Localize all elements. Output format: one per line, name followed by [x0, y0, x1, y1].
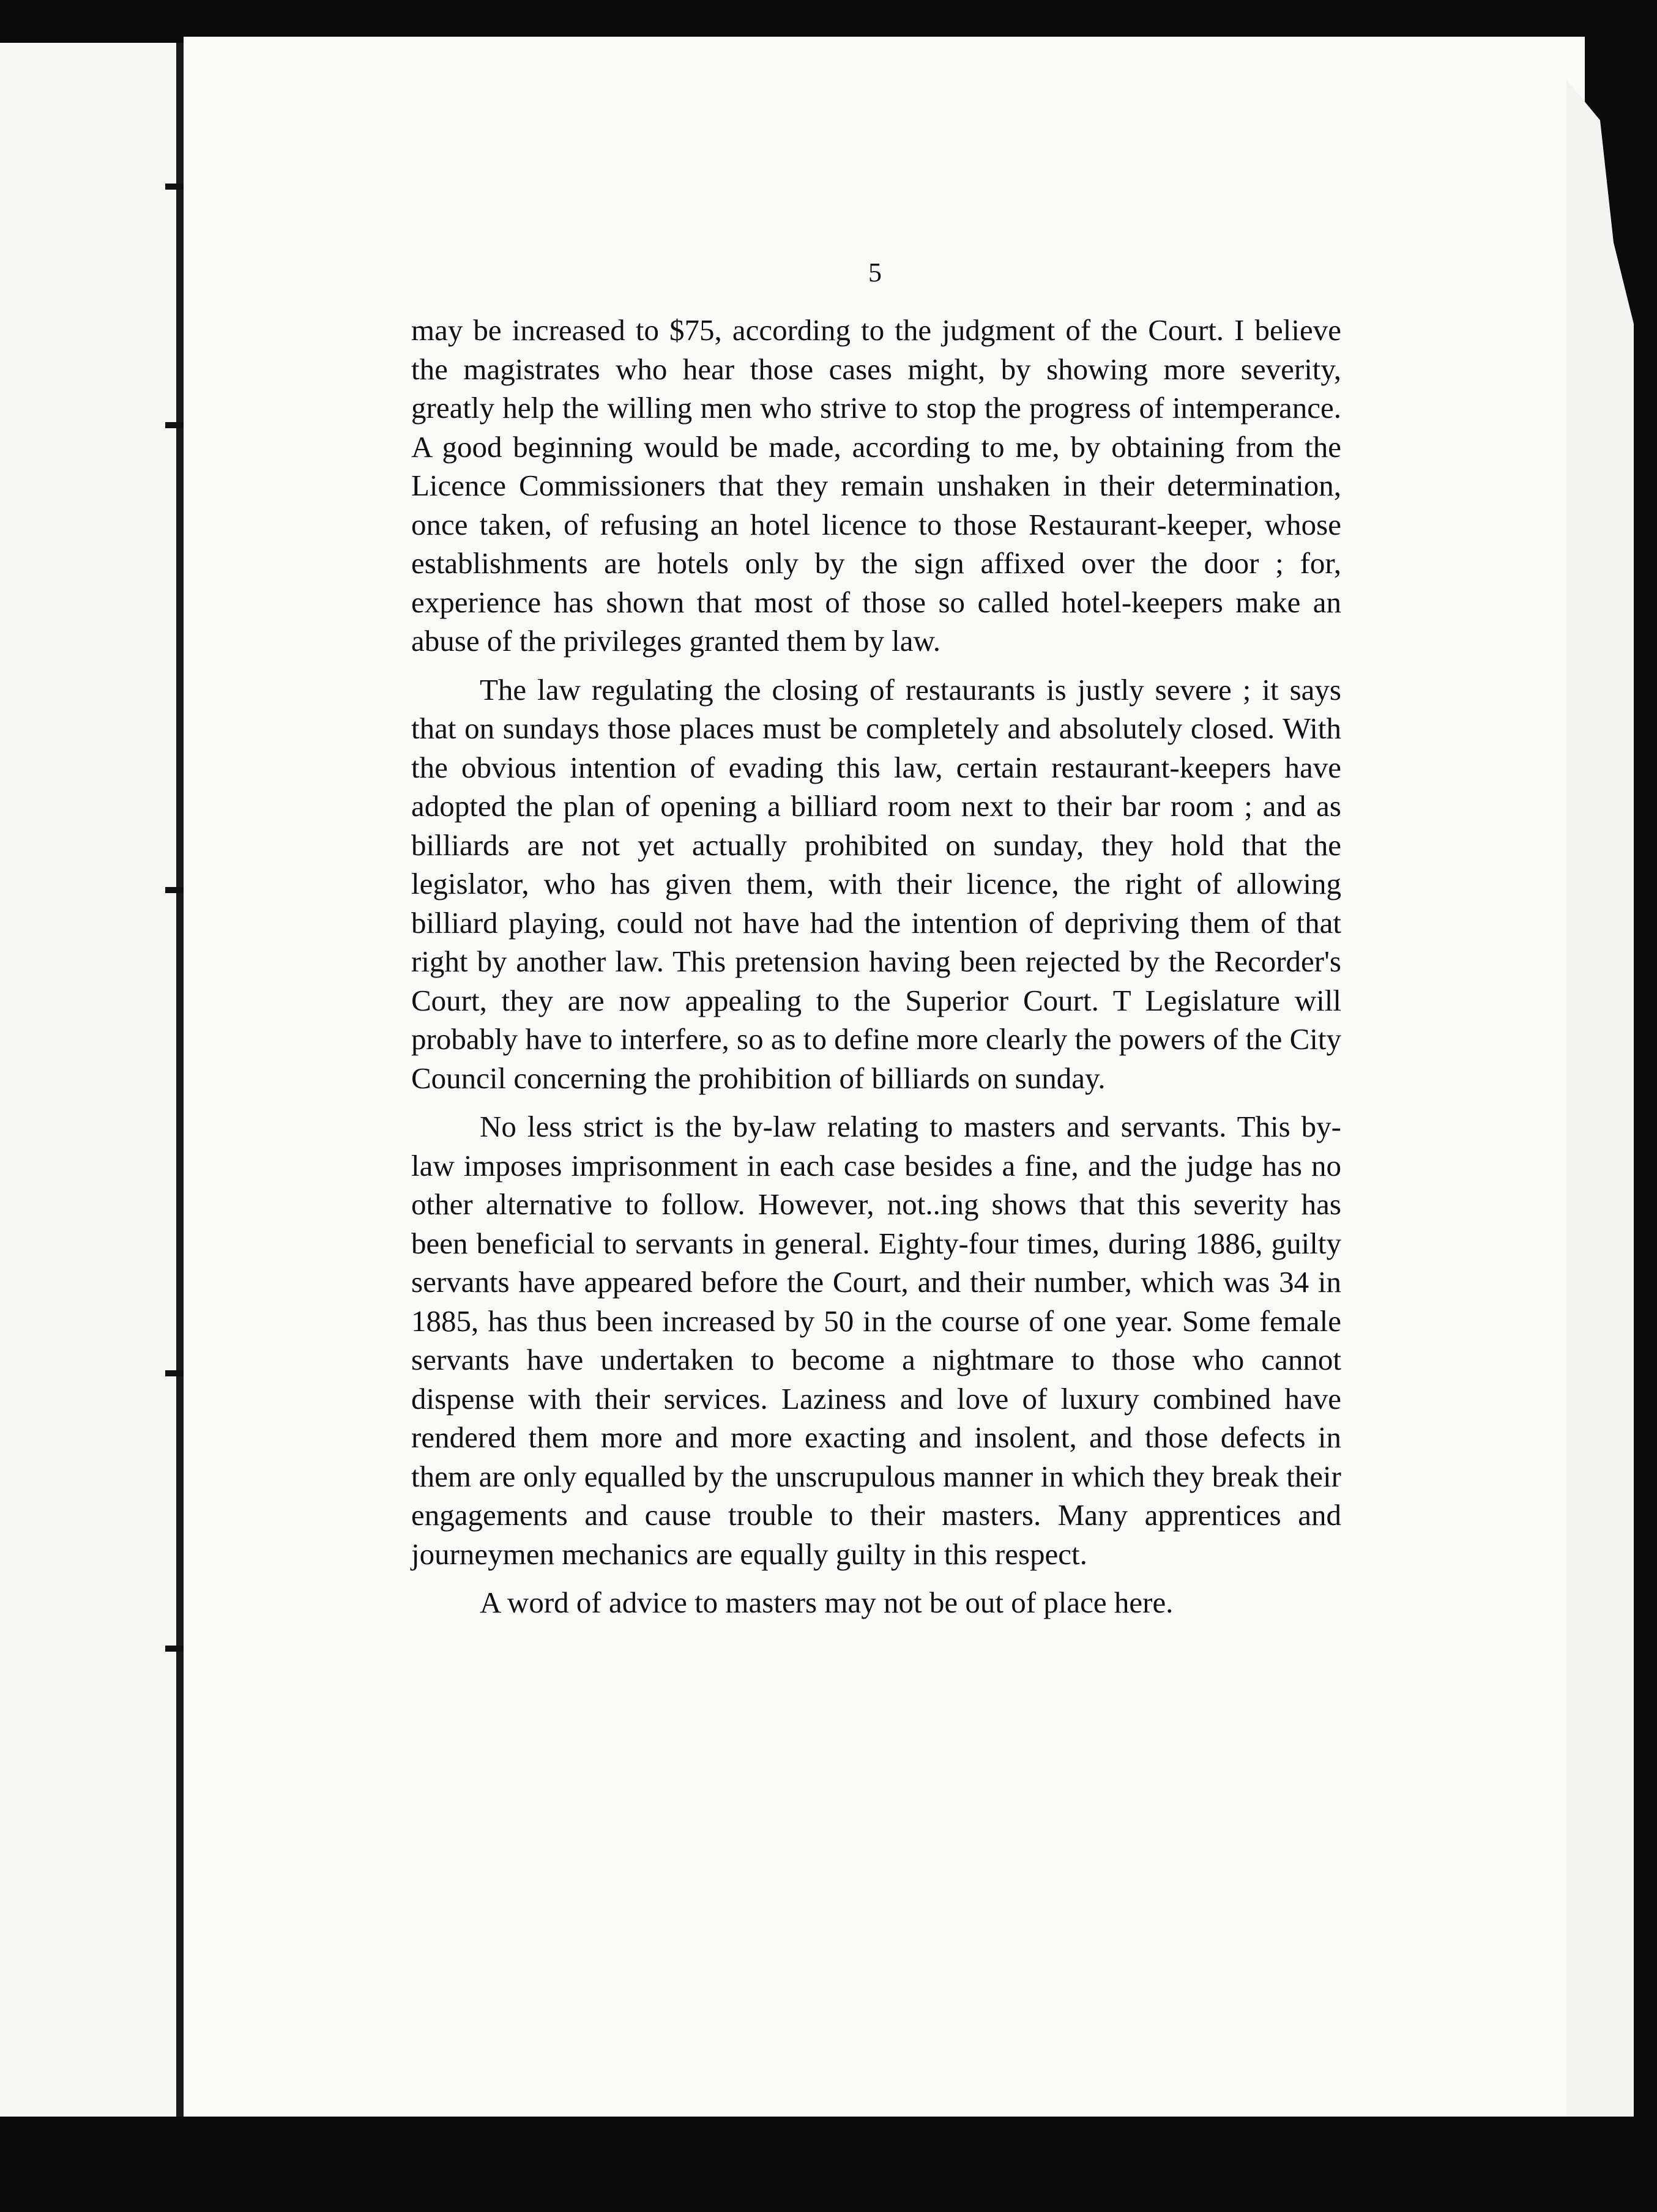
- paragraph: may be increased to $75, according to the judgment of the Court. I believe the magistrates who hear those cases might, by showing more severity, greatly help the willing men who strive to stop the progress of intemperance. A good beginning would be made, according to me, by obtaining from the Licence Commissioners that they remain unshaken in their determination, once taken, of refusing an hotel licence to those Restaurant-keeper, whose establishments are hotels only by the sign affixed over the door ; for, experience has shown that most of those so called hotel-keepers make an abuse of the privileges granted them by law.: [411, 313, 1341, 658]
- paragraph: No less strict is the by-law relating to masters and servants. This by-law imposes imprisonment in each case besides a fine, and the judge has no other alternative to follow. However, not..ing shows that this severity has been beneficial to servants in general. Eighty-four times, during 1886, guilty servants have appeared before the Court, and their number, which was 34 in 1885, has thus been increased by 50 in the course of one year. Some female servants have undertaken to become a nightmare to those who cannot dispense with their services. Laziness and love of luxury combined have rendered them more and more exacting and insolent, and those defects in them are only equalled by the unscrupulous manner in which they break their engagements and cause trouble to their masters. Many apprentices and journeymen mechanics are equally guilty in this respect.: [411, 1110, 1341, 1571]
- page-number: 5: [868, 258, 882, 288]
- previous-page-strip: [0, 43, 177, 2117]
- body-text: [411, 311, 1341, 1632]
- page-edge: [1566, 80, 1634, 2117]
- paragraph: A word of advice to masters may not be out of place here.: [480, 1586, 1174, 1619]
- paragraph: The law regulating the closing of restaurants is justly severe ; it says that on sundays those places must be completely and absolutely closed. With the obvious intention of evading this law, certain restaurant-keepers have adopted the plan of opening a billiard room next to their bar room ; and as billiards are not yet actually prohibited on sunday, they hold that the legislator, who has given them, with their licence, the right of allowing billiard playing, could not have had the intention of depriving them of that right by another law. This pretension having been rejected by the Recorder's Court, they are now appealing to the Superior Court. T Legislature will probably have to interfere, so as to define more clearly the powers of the City Council concerning the prohibition of billiards on sunday.: [411, 672, 1341, 1095]
